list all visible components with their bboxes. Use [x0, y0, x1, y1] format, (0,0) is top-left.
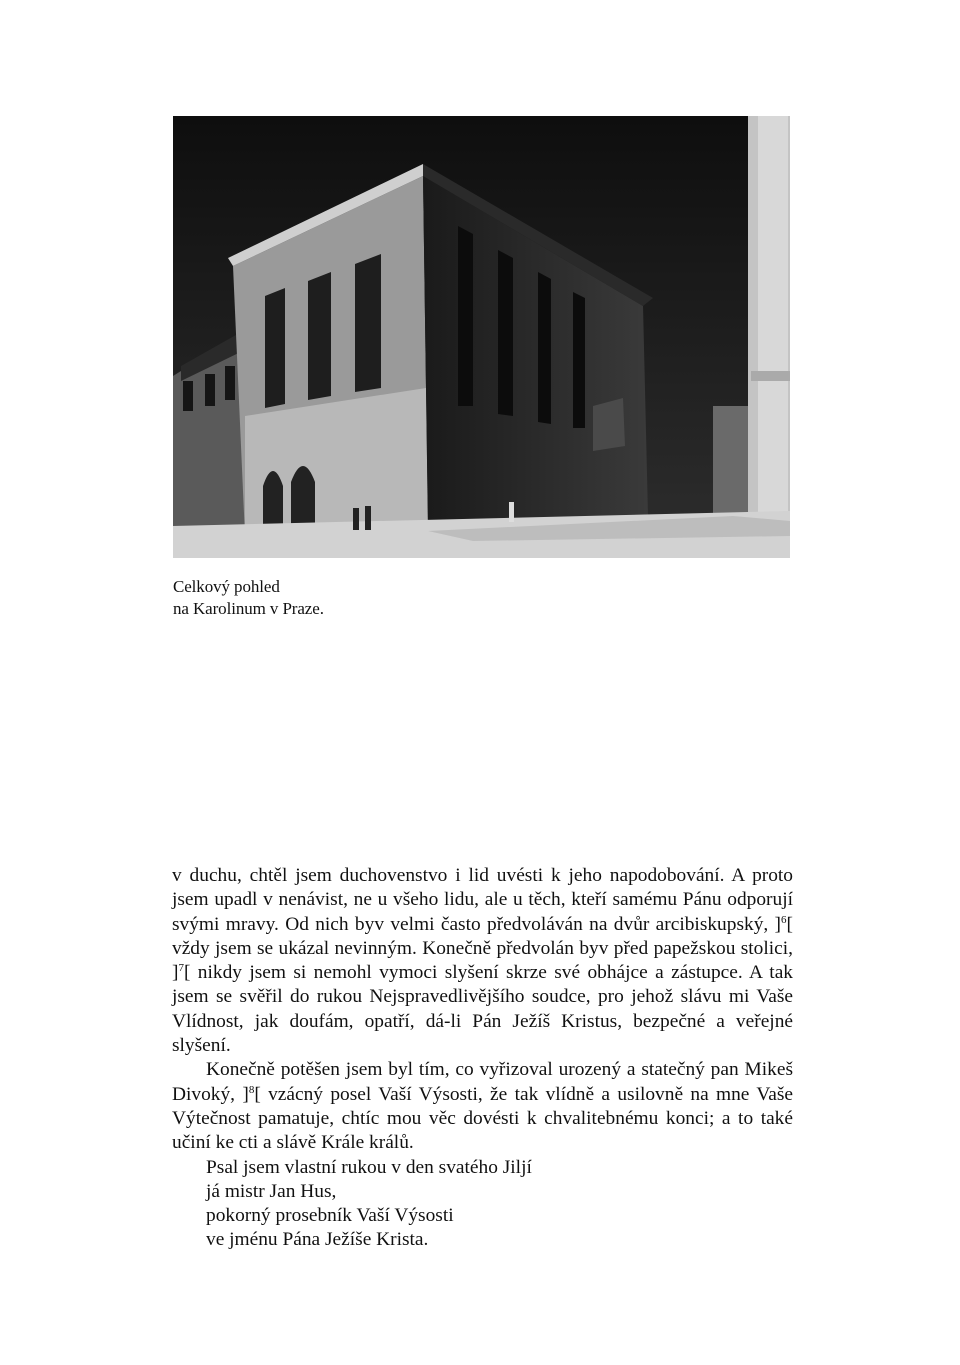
text-run: [ vždy jsem se ukázal nevinným. Konečně předvolán byv před papežskou stolici, ]	[172, 913, 793, 984]
signature-line: ve jménu Pána Ježíše Krista.	[206, 1229, 429, 1251]
caption-line: na Karolinum v Praze.	[173, 599, 324, 618]
footnote-marker: 8	[248, 1083, 255, 1096]
text-run: [ vzácný posel Vaší Výsosti, že tak vlídně a usilovně na mne Vaše Výtečnost pamatuje, chtíc mou věc dovésti k chvalitebnému konci; a to také učiní ke cti a slávě Krále králů.	[172, 1083, 793, 1154]
caption-line: Celkový pohled	[173, 577, 280, 596]
figure-caption	[173, 576, 324, 620]
footnote-marker: 7	[178, 962, 184, 975]
paragraph	[172, 1058, 793, 1155]
building-illustration	[173, 116, 790, 558]
signature-line: pokorný prosebník Vaší Výsosti	[206, 1205, 454, 1227]
letter-text	[172, 864, 793, 1253]
signature-block	[206, 1156, 793, 1253]
footnote-marker: 6	[781, 913, 787, 926]
text-run: Konečně potěšen jsem byl tím, co vyřizoval urozený a statečný pan Mikeš Divoký, ]	[172, 1059, 793, 1105]
text-run: [ nikdy jsem si nemohl vymoci slyšení skrze své obhájce a zástupce. A tak jsem se svěřil do rukou Nejspravedlivějšího soudce, pro jehož slávu mi Vaše Vlídnost, jak doufám, opatří, dá-li Pán Ježíš Kristus, bezpečné a veřejné slyšení.	[172, 962, 793, 1057]
karolinum-photo	[173, 116, 790, 558]
signature-line: Psal jsem vlastní rukou v den svatého Jiljí	[206, 1156, 532, 1178]
paragraph	[172, 864, 793, 1058]
text-run: v duchu, chtěl jsem duchovenstvo i lid uvésti k jeho napodobování. A proto jsem upadl v nenávist, ne u všeho lidu, ale u těch, kteří samému Pánu odporují svými mravy. Od nich byv velmi často předvoláván na dvůr arcibiskupský, ]	[172, 865, 793, 935]
signature-line: já mistr Jan Hus,	[206, 1180, 337, 1202]
